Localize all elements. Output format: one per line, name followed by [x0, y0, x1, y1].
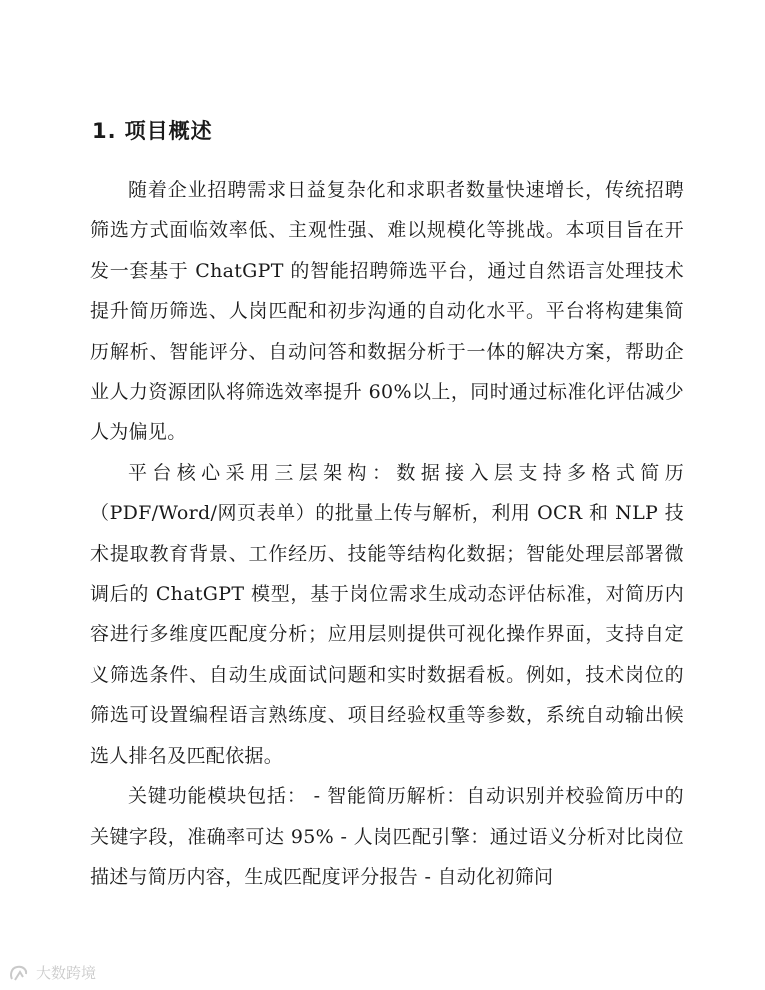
section-title: 项目概述: [124, 119, 213, 143]
section-heading: [92, 115, 213, 145]
watermark-text: 大数跨境: [36, 964, 97, 982]
paragraph-architecture: 平台核心采用三层架构：数据接入层支持多格式简历（PDF/Word/网页表单）的批量上传与解析，利用 OCR 和 NLP 技术提取教育背景、工作经历、技能等结构化数据；智能处理层部署微调后的 ChatGPT 模型，基于岗位需求生成动态评估标准，对简历内容进行多维度匹配度分析；应用层则提供可视化操作界面，支持自定义筛选条件、自动生成面试问题和实时数据看板。例如，技术岗位的筛选可设置编程语言熟练度、项目经验权重等参数，系统自动输出候选人排名及匹配依据。: [90, 461, 684, 767]
watermark: [8, 962, 96, 983]
brand-logo-icon: [8, 963, 30, 983]
document-body: [90, 170, 684, 897]
paragraph-modules: 关键功能模块包括： - 智能简历解析：自动识别并校验简历中的关键字段，准确率可达 95% - 人岗匹配引擎：通过语义分析对比岗位描述与简历内容，生成匹配度评分报告 - 自动化初筛问: [90, 785, 684, 888]
section-number: 1.: [92, 119, 117, 143]
paragraph-overview: 随着企业招聘需求日益复杂化和求职者数量快速增长，传统招聘筛选方式面临效率低、主观性强、难以规模化等挑战。本项目旨在开发一套基于 ChatGPT 的智能招聘筛选平台，通过自然语言处理技术提升简历筛选、人岗匹配和初步沟通的自动化水平。平台将构建集简历解析、智能评分、自动问答和数据分析于一体的解决方案，帮助企业人力资源团队将筛选效率提升 60%以上，同时通过标准化评估减少人为偏见。: [90, 179, 684, 444]
